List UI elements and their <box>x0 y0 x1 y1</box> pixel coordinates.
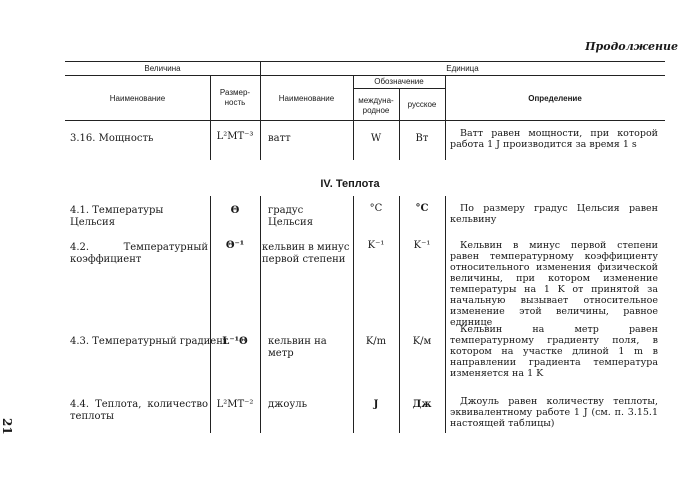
header-top-rule <box>65 61 665 62</box>
col-divider <box>445 196 446 433</box>
row-3-16-intl: W <box>370 133 382 144</box>
row-intl: °C <box>369 203 383 214</box>
row-rus: K⁻¹ <box>413 240 431 251</box>
row-unit: кельвин на метр <box>268 336 327 359</box>
header-russian: русское <box>407 100 437 109</box>
row-dimension: L²MT⁻² <box>216 399 254 410</box>
col-divider <box>445 75 446 160</box>
row-3-16-unit: ватт <box>268 133 291 144</box>
header-designation: Обозначение <box>374 77 424 86</box>
col-divider <box>260 196 261 433</box>
row-rus: K/м <box>412 336 432 347</box>
row-unit: джоуль <box>268 399 308 410</box>
header-unit-name: Наименование <box>278 94 335 103</box>
header-unit-group: Единица <box>446 64 479 73</box>
row-unit: кельвин в минус первой степени <box>262 242 350 265</box>
row-3-16-name: 3.16. Мощность <box>70 133 154 144</box>
header-group-rule <box>65 75 665 76</box>
continuation-label: Продолжение <box>585 40 678 53</box>
col-divider <box>260 61 261 160</box>
col-divider <box>399 88 400 160</box>
row-definition: Кельвин на метр равен температурному градиенту поля, в котором на участке длиной 1 m в направлении градиента температура изменяется на 1 K <box>450 324 658 379</box>
row-intl: K/m <box>365 336 387 347</box>
row-3-16-rus: Вт <box>415 133 429 144</box>
header-quantity-group: Величина <box>144 64 181 73</box>
row-rus: Дж <box>412 399 432 410</box>
header-international: междуна- родное <box>358 96 394 115</box>
header-definition: Определение <box>528 94 582 103</box>
row-name: 4.4. Теплота, количество теплоты <box>70 399 208 422</box>
col-divider <box>353 75 354 160</box>
header-name: Наименование <box>109 94 166 103</box>
row-dimension: L⁻¹Θ <box>222 336 248 347</box>
page-number: 21 <box>0 418 14 435</box>
row-3-16-definition: Ватт равен мощности, при которой работа 1 J производится за время 1 s <box>450 128 658 150</box>
row-unit: градус Цельсия <box>268 205 314 228</box>
row-3-16-dimension: L²MT⁻³ <box>216 131 254 142</box>
header-dimension: Размер- ность <box>219 88 251 107</box>
row-definition: По размеру градус Цельсия равен кельвину <box>450 203 658 225</box>
row-definition: Джоуль равен количеству теплоты, эквивалентному работе 1 J (см. п. 3.15.1 настоящей таблицы) <box>450 396 658 429</box>
col-divider <box>399 196 400 433</box>
row-name: 4.1. Температуры Цельсия <box>70 205 164 228</box>
row-name: 4.2. Температурный коэффициент <box>70 242 208 265</box>
col-divider <box>353 196 354 433</box>
row-definition: Кельвин в минус первой степени равен температурному коэффициенту относительного изменения физической величины, при котором изменение температуры на 1 K от принятой за начальную вызывает относительное изменение этой величины, равное единице <box>450 240 658 328</box>
row-dimension: Θ⁻¹ <box>225 240 245 251</box>
section-title: IV. Теплота <box>320 178 380 190</box>
row-name: 4.3. Температурный градиент <box>70 336 229 347</box>
row-intl: K⁻¹ <box>367 240 385 251</box>
row-intl: J <box>373 399 379 410</box>
row-dimension: Θ <box>230 205 240 216</box>
row-rus: °С <box>415 203 429 214</box>
col-divider <box>210 196 211 433</box>
header-bottom-rule <box>65 120 665 121</box>
